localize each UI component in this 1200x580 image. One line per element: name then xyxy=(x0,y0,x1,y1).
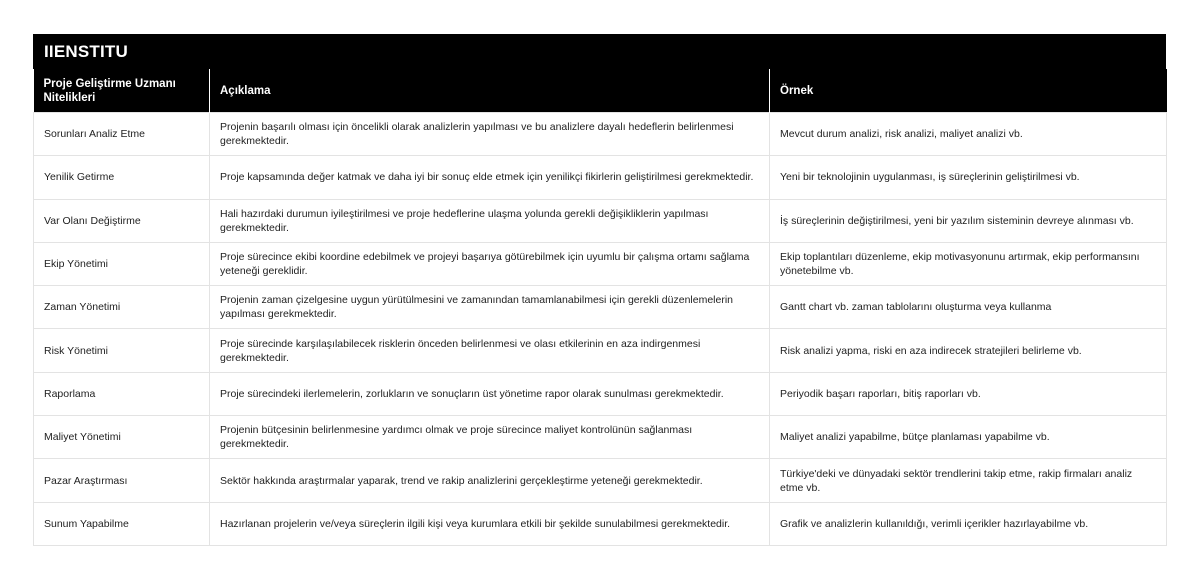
content-table-container xyxy=(33,34,1166,546)
table-row xyxy=(34,372,1167,415)
table-row xyxy=(34,459,1167,502)
cell-description: Proje sürecince ekibi koordine edebilmek ve projeyi başarıya götürebilmek için uyumlu bir çalışma ortamı sağlama yeteneği gereklidir. xyxy=(210,242,770,285)
cell-qualification: Raporlama xyxy=(34,372,210,415)
cell-description: Proje sürecinde karşılaşılabilecek risklerin önceden belirlenmesi ve olası etkilerinin en aza indirgenmesi gerekmektedir. xyxy=(210,329,770,372)
cell-example: Grafik ve analizlerin kullanıldığı, verimli içerikler hazırlayabilme vb. xyxy=(770,502,1167,545)
cell-qualification: Risk Yönetimi xyxy=(34,329,210,372)
cell-example: Yeni bir teknolojinin uygulanması, iş süreçlerinin geliştirilmesi vb. xyxy=(770,156,1167,199)
cell-example: Risk analizi yapma, riski en aza indirecek stratejileri belirleme vb. xyxy=(770,329,1167,372)
cell-description: Sektör hakkında araştırmalar yaparak, trend ve rakip analizlerini gerçekleştirme yeteneği gerekmektedir. xyxy=(210,459,770,502)
table-row xyxy=(34,286,1167,329)
table-row xyxy=(34,199,1167,242)
cell-description: Hazırlanan projelerin ve/veya süreçlerin ilgili kişi veya kurumlara etkili bir şekilde sunulabilmesi gerekmektedir. xyxy=(210,502,770,545)
cell-description: Proje sürecindeki ilerlemelerin, zorlukların ve sonuçların üst yönetime rapor olarak sunulması gerekmektedir. xyxy=(210,372,770,415)
cell-description: Projenin başarılı olması için öncelikli olarak analizlerin yapılması ve bu analizlere dayalı hedeflerin belirlenmesi gerekmektedir. xyxy=(210,113,770,156)
cell-example: Mevcut durum analizi, risk analizi, maliyet analizi vb. xyxy=(770,113,1167,156)
cell-qualification: Yenilik Getirme xyxy=(34,156,210,199)
cell-example: Gantt chart vb. zaman tablolarını oluşturma veya kullanma xyxy=(770,286,1167,329)
cell-qualification: Maliyet Yönetimi xyxy=(34,416,210,459)
cell-example: Periyodik başarı raporları, bitiş raporları vb. xyxy=(770,372,1167,415)
cell-example: İş süreçlerinin değiştirilmesi, yeni bir yazılım sisteminin devreye alınması vb. xyxy=(770,199,1167,242)
table-row xyxy=(34,242,1167,285)
cell-example: Türkiye'deki ve dünyadaki sektör trendlerini takip etme, rakip firmaları analiz etme vb. xyxy=(770,459,1167,502)
table-header-row xyxy=(34,69,1167,113)
cell-qualification: Sunum Yapabilme xyxy=(34,502,210,545)
cell-description: Hali hazırdaki durumun iyileştirilmesi ve proje hedeflerine ulaşma yolunda gerekli değişikliklerin yapılması gerekmektedir. xyxy=(210,199,770,242)
cell-qualification: Ekip Yönetimi xyxy=(34,242,210,285)
cell-example: Ekip toplantıları düzenleme, ekip motivasyonunu artırmak, ekip performansını yönetebilme vb. xyxy=(770,242,1167,285)
cell-qualification: Zaman Yönetimi xyxy=(34,286,210,329)
table-row xyxy=(34,502,1167,545)
cell-qualification: Var Olanı Değiştirme xyxy=(34,199,210,242)
cell-description: Proje kapsamında değer katmak ve daha iyi bir sonuç elde etmek için yenilikçi fikirlerin geliştirilmesi gerekmektedir. xyxy=(210,156,770,199)
table-row xyxy=(34,416,1167,459)
cell-qualification: Sorunları Analiz Etme xyxy=(34,113,210,156)
header-qualification: Proje Geliştirme Uzmanı Nitelikleri xyxy=(34,69,210,113)
qualifications-table xyxy=(33,69,1167,546)
table-row xyxy=(34,113,1167,156)
header-example: Örnek xyxy=(770,69,1167,113)
header-description: Açıklama xyxy=(210,69,770,113)
table-row xyxy=(34,156,1167,199)
cell-description: Projenin bütçesinin belirlenmesine yardımcı olmak ve proje sürecince maliyet kontrolünün sağlanması gerekmektedir. xyxy=(210,416,770,459)
table-row xyxy=(34,329,1167,372)
cell-description: Projenin zaman çizelgesine uygun yürütülmesini ve zamanından tamamlanabilmesi için gerekli düzenlemelerin yapılması gerekmektedir. xyxy=(210,286,770,329)
cell-qualification: Pazar Araştırması xyxy=(34,459,210,502)
cell-example: Maliyet analizi yapabilme, bütçe planlaması yapabilme vb. xyxy=(770,416,1167,459)
brand-title: IIENSTITU xyxy=(33,34,1166,69)
